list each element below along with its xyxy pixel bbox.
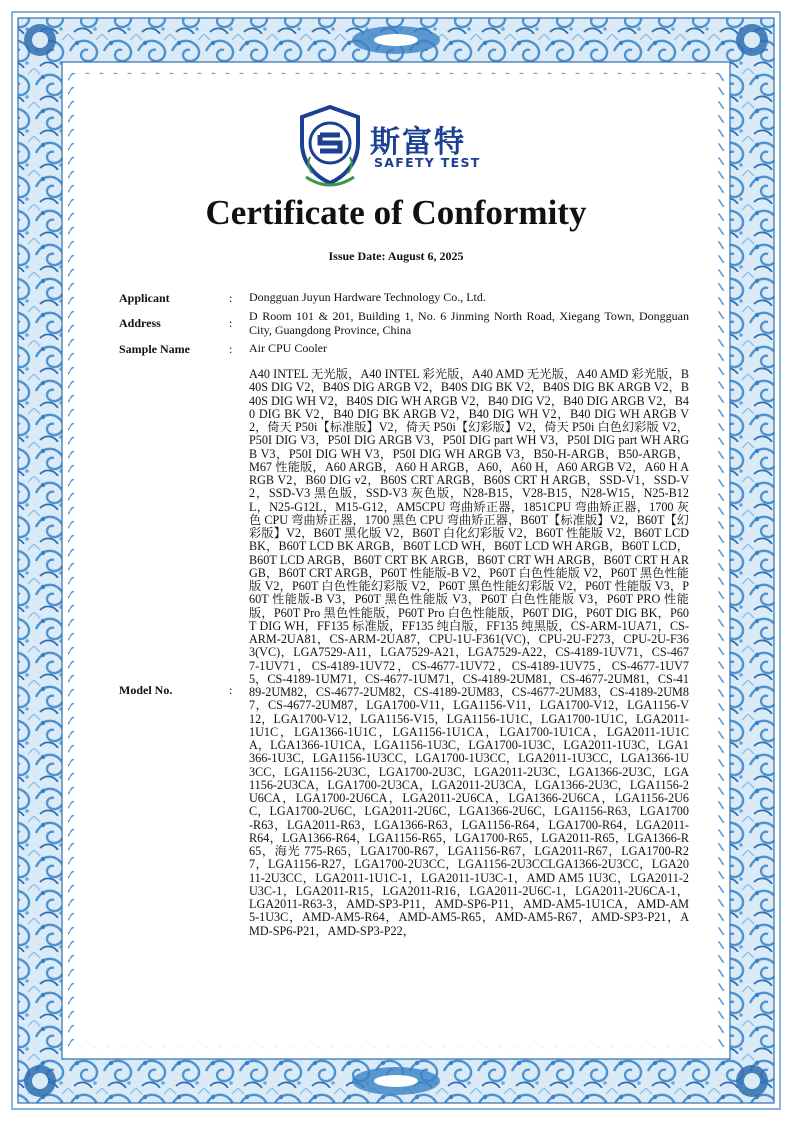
model-no-label: Model No.	[119, 683, 173, 697]
issue-date: Issue Date: August 6, 2025	[328, 249, 464, 263]
address-label: Address	[119, 316, 161, 330]
colon: :	[229, 316, 233, 330]
company-logo	[292, 103, 492, 191]
address-value: D Room 101 & 201, Building 1, No. 6 Jinming North Road, Xiegang Town, Dongguan City, Guangdong Province, China	[249, 309, 689, 337]
certificate-title: Certificate of Conformity	[205, 193, 587, 232]
sample-name-value: Air CPU Cooler	[249, 341, 327, 355]
applicant-value: Dongguan Juyun Hardware Technology Co., Ltd.	[249, 290, 486, 304]
applicant-label: Applicant	[119, 291, 170, 305]
colon: :	[229, 291, 233, 305]
brand-name-cn: 斯富特	[370, 125, 466, 160]
shield-logo-icon	[292, 103, 368, 189]
colon: :	[229, 683, 233, 697]
colon: :	[229, 342, 233, 356]
sample-name-label: Sample Name	[119, 342, 190, 356]
model-list: A40 INTEL 无光版，A40 INTEL 彩光版，A40 AMD 无光版，A40 AMD 彩光版，B40S DIG V2，B40S DIG ARGB V2，B40S DIG BK V2，B40S DIG BK ARGB V2，B40S DIG WH V2，B40S DIG WH ARGB V2，B40 DIG V2，B40 DIG ARGB V2，B40 DIG BK V2，B40 DIG BK ARGB V2，B40 DIG WH V2，B40 DIG WH ARGB V2，倚天 P50i【标准版】V2，倚天 P50i【幻彩版】V2，倚天 P50i 白色幻彩版 V2，P50I DIG V3，P50I DIG ARGB V3，P50I DIG part WH V3，P50I DIG part WH ARGB V3，P50I DIG WH V3，P50I DIG WH ARGB V3，B50-H-ARGB，B50-ARGB，M67 性能版，A60 ARGB，A60 H ARGB，A60，A60 H，A60 ARGB V2，A60 H ARGB V2，B60 DIG v2，B60S CRT ARGB，B60S CRT H ARGB，SSD-V1，SSD-V2，SSD-V3 黑色版，SSD-V3 灰色版，N28-B15，V28-B15，N28-W15，N25-B12L，N25-G12L，M15-G12，AM5CPU 弯曲矫正器，1851CPU 弯曲矫正器，1700 灰色 CPU 弯曲矫正器，1700 黑色 CPU 弯曲矫正器，B60T【标准版】V2，B60T【幻彩版】V2，B60T 黑化版 V2，B60T 白化幻彩版 V2，B60T 性能版 V2，B60T LCD BK，B60T LCD BK ARGB，B60T LCD WH，B60T LCD WH ARGB，B60T LCD，B60T LCD ARGB，B60T CRT BK ARGB，B60T CRT WH ARGB，B60T CRT H ARGB，B60T CRT ARGB，P60T 性能版-B V2，P60T 白色性能版 V2，P60T 黑色性能版 V2，P60T 白色性能幻彩版 V2，P60T 黑色性能幻彩版 V2，P60T 性能版 V3，P60T 性能版-B V3，P60T 黑色性能版 V3，P60T 白色性能版 V3，P60T PRO 性能版，P60T Pro 黑色性能版，P60T Pro 白色性能版，P60T DIG，P60T DIG BK，P60T DIG WH，FF135 标准版，FF135 纯白版，FF135 纯黑版，CS-ARM-1UA71，CS-ARM-2UA81，CS-ARM-2UA87，CPU-1U-F361(VC)，CPU-2U-F273，CPU-2U-F363(VC)，LGA7529-A11，LGA7529-A21，LGA7529-A22，CS-4189-1UV71，CS-4677-1UV71，CS-4189-1UV72，CS-4677-1UV72，CS-4189-1UV75，CS-4677-1UV75，CS-4189-1UM71，CS-4677-1UM71，CS-4189-2UM81，CS-4677-2UM81，CS-4189-2UM82，CS-4677-2UM82，CS-4189-2UM83，CS-4677-2UM83，CS-4189-2UM87，CS-4677-2UM87，LGA1700-V11，LGA1156-V11，LGA1700-V12，LGA1156-V12，LGA1700-V12，LGA1156-V15，LGA1156-1U1C，LGA1700-1U1C，LGA2011-1U1C，LGA1366-1U1C，LGA1156-1U1CA，LGA1700-1U1CA，LGA2011-1U1CA，LGA1366-1U1CA，LGA1156-1U3C，LGA1700-1U3C，LGA2011-1U3C，LGA1366-1U3C，LGA1156-1U3CC，LGA1700-1U3CC，LGA2011-1U3CC，LGA1366-1U3CC，LGA1156-2U3C，LGA1700-2U3C，LGA2011-2U3C，LGA1366-2U3C，LGA1156-2U3CA，LGA1700-2U3CA，LGA2011-2U3CA，LGA1366-2U3C，LGA1156-2U6CA，LGA1700-2U6CA，LGA2011-2U6CA，LGA1366-2U6CA，LGA1156-2U6C，LGA1700-2U6C，LGA2011-2U6C，LGA1366-2U6C，LGA1156-R63，LGA1700-R63，LGA2011-R63，LGA1366-R63，LGA1156-R64，LGA1700-R64，LGA2011-R64，LGA1366-R64，LGA1156-R65，LGA1700-R65，LGA2011-R65，LGA1366-R65，海光 775-R65，LGA1700-R67，LGA1156-R67，LGA2011-R67，LGA1700-R27，LGA1156-R27，LGA1700-2U3CC，LGA1156-2U3CCLGA1366-2U3CC，LGA2011-2U3CC，LGA2011-1U1C-1，LGA2011-1U3C-1，AMD AM5 1U3C，LGA2011-2U3C-1，LGA2011-R15，LGA2011-R16，LGA2011-2U6C-1，LGA2011-2U6CA-1，LGA2011-R63-3，AMD-SP3-P11，AMD-SP6-P11，AMD-AM5-1U1CA，AMD-AM5-1U3C，AMD-AM5-R64，AMD-AM5-R65，AMD-AM5-R67，AMD-SP3-P21，AMD-SP6-P21，AMD-SP3-P22，	[249, 367, 689, 938]
brand-name-en: SAFETY TEST	[374, 155, 481, 170]
